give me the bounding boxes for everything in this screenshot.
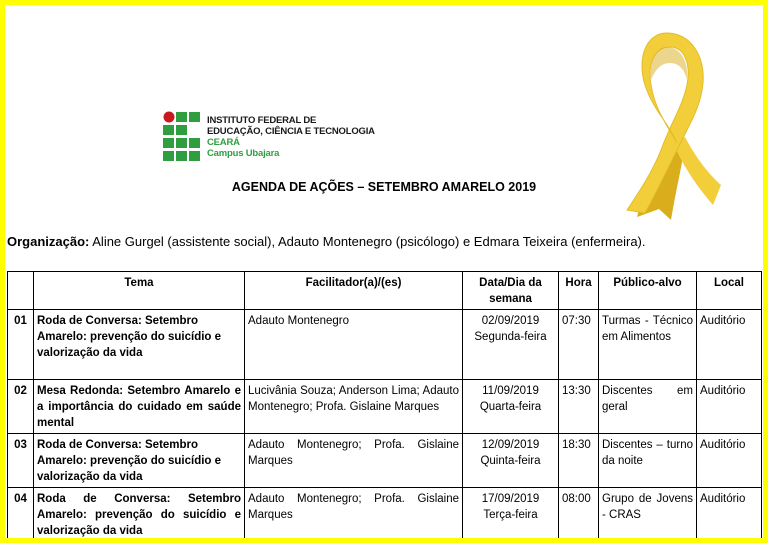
row-tema: Roda de Conversa: Setembro Amarelo: prevenção do suicídio e valorização da vida — [34, 310, 245, 380]
row-facilitador: Adauto Montenegro; Profa. Gislaine Marques — [245, 488, 463, 539]
row-data — [463, 488, 559, 539]
row-hora: 07:30 — [559, 310, 599, 380]
row-data — [463, 380, 559, 434]
header-data: Data/Dia da semana — [463, 272, 559, 310]
row-date: 17/09/2019 — [481, 493, 540, 505]
agenda-table — [7, 271, 762, 538]
row-facilitador: Adauto Montenegro — [245, 310, 463, 380]
institute-name-line-1: INSTITUTO FEDERAL DE — [207, 115, 317, 126]
institute-state: CEARÁ — [207, 137, 240, 148]
row-number: 03 — [8, 434, 34, 488]
row-local: Auditório — [697, 380, 762, 434]
row-facilitador: Lucivânia Souza; Anderson Lima; Adauto Montenegro; Profa. Gislaine Marques — [245, 380, 463, 434]
row-publico: Discentes em geral — [599, 380, 697, 434]
table-row — [8, 488, 762, 539]
row-hora: 08:00 — [559, 488, 599, 539]
row-local: Auditório — [697, 434, 762, 488]
institute-name — [207, 115, 375, 159]
row-number: 01 — [8, 310, 34, 380]
row-hora: 13:30 — [559, 380, 599, 434]
row-weekday: Segunda-feira — [474, 331, 547, 343]
institute-logo — [163, 111, 375, 171]
table-header-row — [8, 272, 762, 310]
table-row — [8, 380, 762, 434]
row-tema: Mesa Redonda: Setembro Amarelo e a importância do cuidado em saúde mental — [34, 380, 245, 434]
institute-logo-icon — [163, 111, 203, 171]
row-tema: Roda de Conversa: Setembro Amarelo: prevenção do suicídio e valorização da vida — [34, 488, 245, 539]
institute-name-line-2: EDUCAÇÃO, CIÊNCIA E TECNOLOGIA — [207, 126, 375, 137]
institute-campus: Campus Ubajara — [207, 148, 280, 159]
row-number: 02 — [8, 380, 34, 434]
row-date: 12/09/2019 — [481, 439, 540, 451]
row-weekday: Terça-feira — [483, 509, 538, 521]
header-hora: Hora — [559, 272, 599, 310]
header-num — [8, 272, 34, 310]
header-publico: Público-alvo — [599, 272, 697, 310]
organization-label: Organização: — [7, 234, 90, 249]
row-date: 11/09/2019 — [482, 385, 539, 397]
row-weekday: Quinta-feira — [480, 455, 541, 467]
row-hora: 18:30 — [559, 434, 599, 488]
table-row — [8, 434, 762, 488]
table-row — [8, 310, 762, 380]
row-weekday: Quarta-feira — [479, 401, 542, 413]
organization-line — [7, 234, 646, 249]
row-local: Auditório — [697, 310, 762, 380]
row-publico: Grupo de Jovens - CRAS — [599, 488, 697, 539]
row-data — [463, 310, 559, 380]
row-date: 02/09/2019 — [481, 315, 540, 327]
row-publico: Discentes – turno da noite — [599, 434, 697, 488]
row-number: 04 — [8, 488, 34, 539]
document-page — [5, 5, 763, 538]
header-tema: Tema — [34, 272, 245, 310]
organization-text: Aline Gurgel (assistente social), Adauto Montenegro (psicólogo) e Edmara Teixeira (enfermeira). — [89, 234, 646, 249]
row-tema: Roda de Conversa: Setembro Amarelo: prevenção do suicídio e valorização da vida — [34, 434, 245, 488]
row-data — [463, 434, 559, 488]
document-title: AGENDA DE AÇÕES – SETEMBRO AMARELO 2019 — [231, 180, 537, 194]
header-facilitador: Facilitador(a)/(es) — [245, 272, 463, 310]
row-facilitador: Adauto Montenegro; Profa. Gislaine Marques — [245, 434, 463, 488]
row-publico: Turmas - Técnico em Alimentos — [599, 310, 697, 380]
row-local: Auditório — [697, 488, 762, 539]
header-local: Local — [697, 272, 762, 310]
